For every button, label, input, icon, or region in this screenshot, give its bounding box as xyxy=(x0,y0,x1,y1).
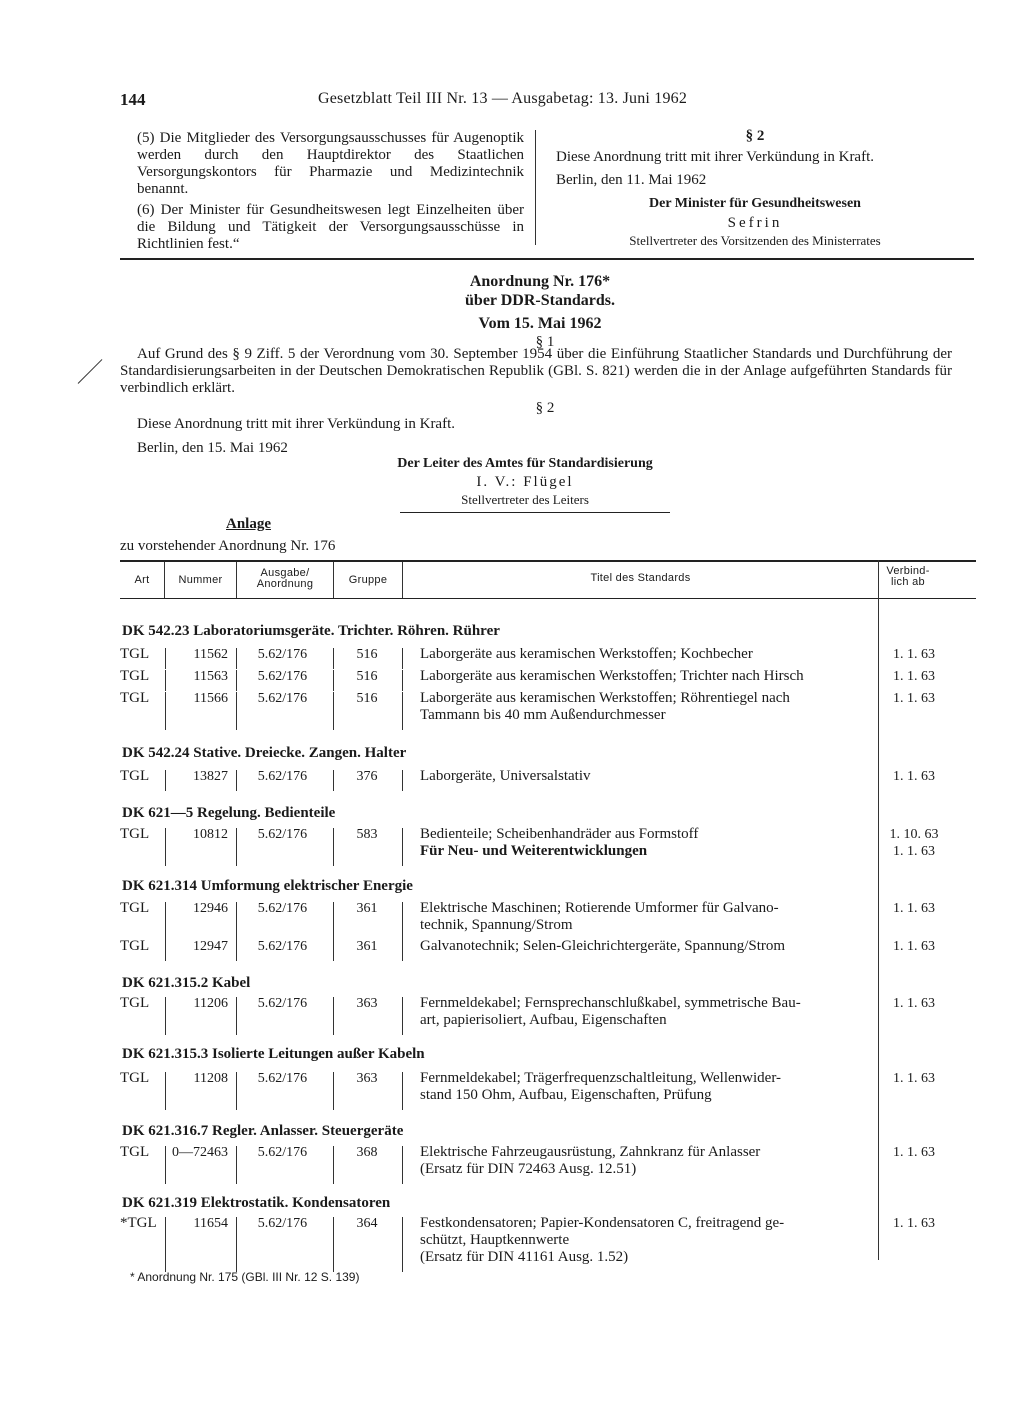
anordnung-signer-role: Stellvertreter des Leiters xyxy=(461,492,589,507)
cell-verbindlich xyxy=(882,900,946,917)
margin-mark xyxy=(78,359,103,384)
section-1-sign: § 1 xyxy=(535,334,555,350)
cell-titel xyxy=(420,1070,872,1104)
titel-line: art, papierisoliert, Aufbau, Eigenschaften xyxy=(420,1012,667,1028)
cell-nummer: 12947 xyxy=(193,939,228,954)
table-right-rule xyxy=(878,560,879,1260)
paragraph-5: (5) Die Mitglieder des Versorgungsausschusses für Augenoptik werden durch den Hauptdirektor des Staatlichen Versorgungskontors für Pharmazie und Medizintechnik benannt. xyxy=(137,130,524,197)
cell-ausgabe: 5.62/176 xyxy=(257,996,308,1011)
cell-art: TGL xyxy=(120,1144,150,1160)
cell-nummer: 11654 xyxy=(193,1216,228,1231)
cell-divider xyxy=(333,770,334,791)
anlage-subtitle: zu vorstehender Anordnung Nr. 176 xyxy=(120,538,336,554)
section-2-sign: § 2 xyxy=(745,128,765,144)
cell-titel xyxy=(420,826,872,860)
cell-ausgabe: 5.62/176 xyxy=(257,939,308,954)
cell-art: TGL xyxy=(120,646,150,662)
cell-divider xyxy=(402,940,403,961)
cell-nummer: 11566 xyxy=(193,691,228,706)
verbindlich-line: 1. 10. 63 xyxy=(889,827,939,842)
verbindlich-line: 1. 1. 63 xyxy=(893,996,935,1011)
table-header-rule xyxy=(120,598,976,599)
titel-line: Für Neu- und Weiterentwicklungen xyxy=(420,843,648,859)
cell-divider xyxy=(236,997,237,1035)
header-verbindlich xyxy=(880,566,936,588)
header-nummer: Nummer xyxy=(178,574,223,586)
titel-line: Elektrische Maschinen; Rotierende Umformer für Galvano- xyxy=(420,900,779,916)
cell-art: TGL xyxy=(120,768,150,784)
cell-divider xyxy=(402,1146,403,1184)
cell-ausgabe: 5.62/176 xyxy=(257,1071,308,1086)
group-heading: DK 621—5 Regelung. Bedienteile xyxy=(122,805,336,821)
signer: Sefrin xyxy=(727,215,783,231)
title-line-3: Vom 15. Mai 1962 xyxy=(478,315,602,332)
cell-nummer: 10812 xyxy=(193,827,228,842)
cell-ausgabe: 5.62/176 xyxy=(257,1145,308,1160)
header-titel: Titel des Standards xyxy=(590,572,691,584)
cell-art: TGL xyxy=(120,1070,150,1086)
cell-divider xyxy=(402,997,403,1035)
title-line-2: über DDR-Standards. xyxy=(465,292,615,309)
cell-titel xyxy=(420,690,872,724)
cell-titel xyxy=(420,768,872,785)
header-ausgabe-l1: Ausgabe/ xyxy=(260,567,310,579)
cell-gruppe: 516 xyxy=(356,691,378,706)
cell-nummer: 13827 xyxy=(193,769,228,784)
anordnung-signer: I. V.: Flügel xyxy=(476,474,574,490)
cell-titel xyxy=(420,1215,872,1266)
verbindlich-line: 1. 1. 63 xyxy=(893,769,935,784)
cell-titel xyxy=(420,900,872,934)
titel-line: technik, Spannung/Strom xyxy=(420,917,573,933)
cell-divider xyxy=(236,902,237,940)
cell-ausgabe: 5.62/176 xyxy=(257,901,308,916)
titel-line: Fernmeldekabel; Trägerfrequenzschaltleitung, Wellenwider- xyxy=(420,1070,782,1086)
cell-divider xyxy=(333,1146,334,1184)
cell-divider xyxy=(333,1072,334,1110)
verbindlich-line: 1. 1. 63 xyxy=(893,1216,935,1231)
cell-verbindlich xyxy=(882,1070,946,1087)
cell-divider xyxy=(402,1072,403,1110)
cell-titel xyxy=(420,1144,872,1178)
cell-divider xyxy=(165,1146,166,1184)
cell-nummer: 11208 xyxy=(193,1071,228,1086)
cell-nummer: 11562 xyxy=(193,647,228,662)
verbindlich-line: 1. 1. 63 xyxy=(893,901,935,916)
cell-divider xyxy=(402,902,403,940)
authority: Der Minister für Gesundheitswesen xyxy=(649,196,861,211)
titel-line: Galvanotechnik; Selen-Gleichrichtergeräte, Spannung/Strom xyxy=(420,938,786,954)
titel-line: schützt, Hauptkennwerte xyxy=(420,1232,570,1248)
verbindlich-line: 1. 1. 63 xyxy=(893,1071,935,1086)
cell-divider xyxy=(402,670,403,691)
cell-divider xyxy=(236,1217,237,1272)
header-art: Art xyxy=(134,574,150,586)
cell-nummer: 11563 xyxy=(193,669,228,684)
cell-ausgabe: 5.62/176 xyxy=(257,1216,308,1231)
cell-divider xyxy=(333,940,334,961)
cell-art: TGL xyxy=(120,668,150,684)
cell-gruppe: 516 xyxy=(356,669,378,684)
cell-titel xyxy=(420,668,872,685)
anordnung-signature xyxy=(340,455,710,508)
cell-verbindlich xyxy=(882,995,946,1012)
paragraph-6: (6) Der Minister für Gesundheitswesen legt Einzelheiten über die Bildung und Tätigkeit der Versorgungsausschüsse in Richtlinien fest.“ xyxy=(137,202,524,252)
running-head: Gesetzblatt Teil III Nr. 13 — Ausgabetag: 13. Juni 1962 xyxy=(318,90,688,107)
cell-art: TGL xyxy=(120,995,150,1011)
group-heading: DK 621.315.2 Kabel xyxy=(122,975,251,991)
cell-divider xyxy=(333,997,334,1035)
cell-verbindlich xyxy=(882,668,946,685)
titel-line: (Ersatz für DIN 72463 Ausg. 12.51) xyxy=(420,1161,637,1177)
cell-gruppe: 516 xyxy=(356,647,378,662)
cell-ausgabe: 5.62/176 xyxy=(257,669,308,684)
cell-divider xyxy=(236,670,237,691)
anordnung-authority: Der Leiter des Amtes für Standardisierung xyxy=(397,456,653,471)
title-line-1: Anordnung Nr. 176* xyxy=(469,273,611,290)
cell-art: TGL xyxy=(120,826,150,842)
group-heading: DK 542.24 Stative. Dreiecke. Zangen. Halter xyxy=(122,745,407,761)
right-column xyxy=(556,128,954,249)
cell-art: TGL xyxy=(120,900,150,916)
left-column xyxy=(137,130,524,253)
titel-line: Bedienteile; Scheibenhandräder aus Formstoff xyxy=(420,826,699,842)
date-line: Berlin, den 11. Mai 1962 xyxy=(556,172,707,188)
titel-line: Laborgeräte aus keramischen Werkstoffen; Kochbecher xyxy=(420,646,753,662)
table-top-rule xyxy=(120,560,976,562)
cell-nummer: 12946 xyxy=(193,901,228,916)
cell-verbindlich xyxy=(882,690,946,707)
group-heading: DK 542.23 Laboratoriumsgeräte. Trichter. Röhren. Rührer xyxy=(122,623,500,639)
cell-nummer: 11206 xyxy=(193,996,228,1011)
cell-divider xyxy=(236,692,237,730)
cell-divider xyxy=(165,902,166,940)
cell-divider xyxy=(333,670,334,691)
header-gruppe: Gruppe xyxy=(348,574,388,586)
anlage-title: Anlage xyxy=(226,516,271,532)
titel-line: stand 150 Ohm, Aufbau, Eigenschaften, Prüfung xyxy=(420,1087,712,1103)
cell-ausgabe: 5.62/176 xyxy=(257,769,308,784)
cell-art: TGL xyxy=(120,690,150,706)
anordnung-title xyxy=(0,272,1024,333)
cell-divider xyxy=(402,1217,403,1272)
cell-divider xyxy=(402,770,403,791)
cell-gruppe: 361 xyxy=(356,901,378,916)
titel-line: Elektrische Fahrzeugausrüstung, Zahnkranz für Anlasser xyxy=(420,1144,761,1160)
column-divider xyxy=(535,130,536,245)
page-number: 144 xyxy=(120,90,146,109)
cell-titel xyxy=(420,995,872,1029)
cell-divider xyxy=(165,692,166,730)
section-rule xyxy=(120,258,974,260)
cell-verbindlich xyxy=(882,646,946,663)
cell-divider xyxy=(236,648,237,669)
cell-divider xyxy=(402,828,403,866)
anordnung-date: Berlin, den 15. Mai 1962 xyxy=(137,440,288,456)
cell-gruppe: 583 xyxy=(356,827,378,842)
header-verb-l2: lich ab xyxy=(891,576,925,588)
titel-line: Laborgeräte aus keramischen Werkstoffen; Röhrentiegel nach xyxy=(420,690,790,706)
verbindlich-line: 1. 1. 63 xyxy=(893,647,935,662)
cell-verbindlich xyxy=(882,1215,946,1232)
cell-divider xyxy=(236,940,237,961)
cell-divider xyxy=(236,828,237,866)
titel-line: (Ersatz für DIN 41161 Ausg. 1.52) xyxy=(420,1249,629,1265)
group-heading: DK 621.314 Umformung elektrischer Energie xyxy=(122,878,413,894)
verbindlich-line: 1. 1. 63 xyxy=(893,939,935,954)
cell-gruppe: 363 xyxy=(356,996,378,1011)
titel-line: Tammann bis 40 mm Außendurchmesser xyxy=(420,707,666,723)
cell-divider xyxy=(333,692,334,730)
titel-line: Laborgeräte aus keramischen Werkstoffen; Trichter nach Hirsch xyxy=(420,668,804,684)
cell-nummer: 0—72463 xyxy=(172,1145,228,1160)
titel-line: Laborgeräte, Universalstativ xyxy=(420,768,591,784)
titel-line: Fernmeldekabel; Fernsprechanschlußkabel, symmetrische Bau- xyxy=(420,995,801,1011)
group-heading: DK 621.315.3 Isolierte Leitungen außer Kabeln xyxy=(122,1046,425,1062)
header-ausgabe-l2: Anordnung xyxy=(256,578,314,590)
cell-divider xyxy=(165,940,166,961)
section-2b-text: Diese Anordnung tritt mit ihrer Verkündung in Kraft. xyxy=(137,416,456,432)
cell-divider xyxy=(333,648,334,669)
cell-divider xyxy=(333,1217,334,1272)
cell-divider xyxy=(165,770,166,791)
signature-rule xyxy=(400,512,670,513)
header-ausgabe xyxy=(237,568,333,590)
footnote: * Anordnung Nr. 175 (GBl. III Nr. 12 S. 139) xyxy=(130,1270,360,1284)
cell-divider xyxy=(236,1072,237,1110)
cell-divider xyxy=(165,997,166,1035)
cell-divider xyxy=(165,670,166,691)
cell-gruppe: 361 xyxy=(356,939,378,954)
section-1-text: Auf Grund des § 9 Ziff. 5 der Verordnung vom 30. September 1954 über die Einführung Staatlicher Standards und Durchführung der Standardisierungsarbeiten in der Deutschen Demokratischen Republik (GBl. S. 821) werden die in der Anlage aufgeführten Standards für verbindlich erklärt. xyxy=(120,346,952,396)
group-heading: DK 621.319 Elektrostatik. Kondensatoren xyxy=(122,1195,391,1211)
cell-gruppe: 363 xyxy=(356,1071,378,1086)
cell-verbindlich xyxy=(882,768,946,785)
verbindlich-line: 1. 1. 63 xyxy=(893,669,935,684)
cell-titel xyxy=(420,938,872,955)
cell-divider xyxy=(333,902,334,940)
section-2b-sign: § 2 xyxy=(535,400,555,416)
signer-role: Stellvertreter des Vorsitzenden des Ministerrates xyxy=(629,233,881,248)
cell-art: TGL xyxy=(120,938,150,954)
titel-line: Festkondensatoren; Papier-Kondensatoren C, freitragend ge- xyxy=(420,1215,785,1231)
cell-divider xyxy=(165,648,166,669)
cell-art: *TGL xyxy=(120,1215,157,1231)
header-verb-l1: Verbind- xyxy=(886,565,930,577)
verbindlich-line: 1. 1. 63 xyxy=(893,844,935,859)
cell-verbindlich xyxy=(882,826,946,860)
cell-gruppe: 376 xyxy=(356,769,378,784)
cell-gruppe: 368 xyxy=(356,1145,378,1160)
cell-verbindlich xyxy=(882,938,946,955)
group-heading: DK 621.316.7 Regler. Anlasser. Steuergeräte xyxy=(122,1123,404,1139)
cell-ausgabe: 5.62/176 xyxy=(257,691,308,706)
cell-ausgabe: 5.62/176 xyxy=(257,647,308,662)
section-2-text: Diese Anordnung tritt mit ihrer Verkündung in Kraft. xyxy=(556,149,875,165)
cell-gruppe: 364 xyxy=(356,1216,378,1231)
cell-titel xyxy=(420,646,872,663)
cell-ausgabe: 5.62/176 xyxy=(257,827,308,842)
cell-verbindlich xyxy=(882,1144,946,1161)
cell-divider xyxy=(236,1146,237,1184)
cell-divider xyxy=(402,648,403,669)
cell-divider xyxy=(165,1072,166,1110)
cell-divider xyxy=(236,770,237,791)
cell-divider xyxy=(165,1217,166,1272)
verbindlich-line: 1. 1. 63 xyxy=(893,1145,935,1160)
verbindlich-line: 1. 1. 63 xyxy=(893,691,935,706)
cell-divider xyxy=(333,828,334,866)
cell-divider xyxy=(402,692,403,730)
cell-divider xyxy=(165,828,166,866)
